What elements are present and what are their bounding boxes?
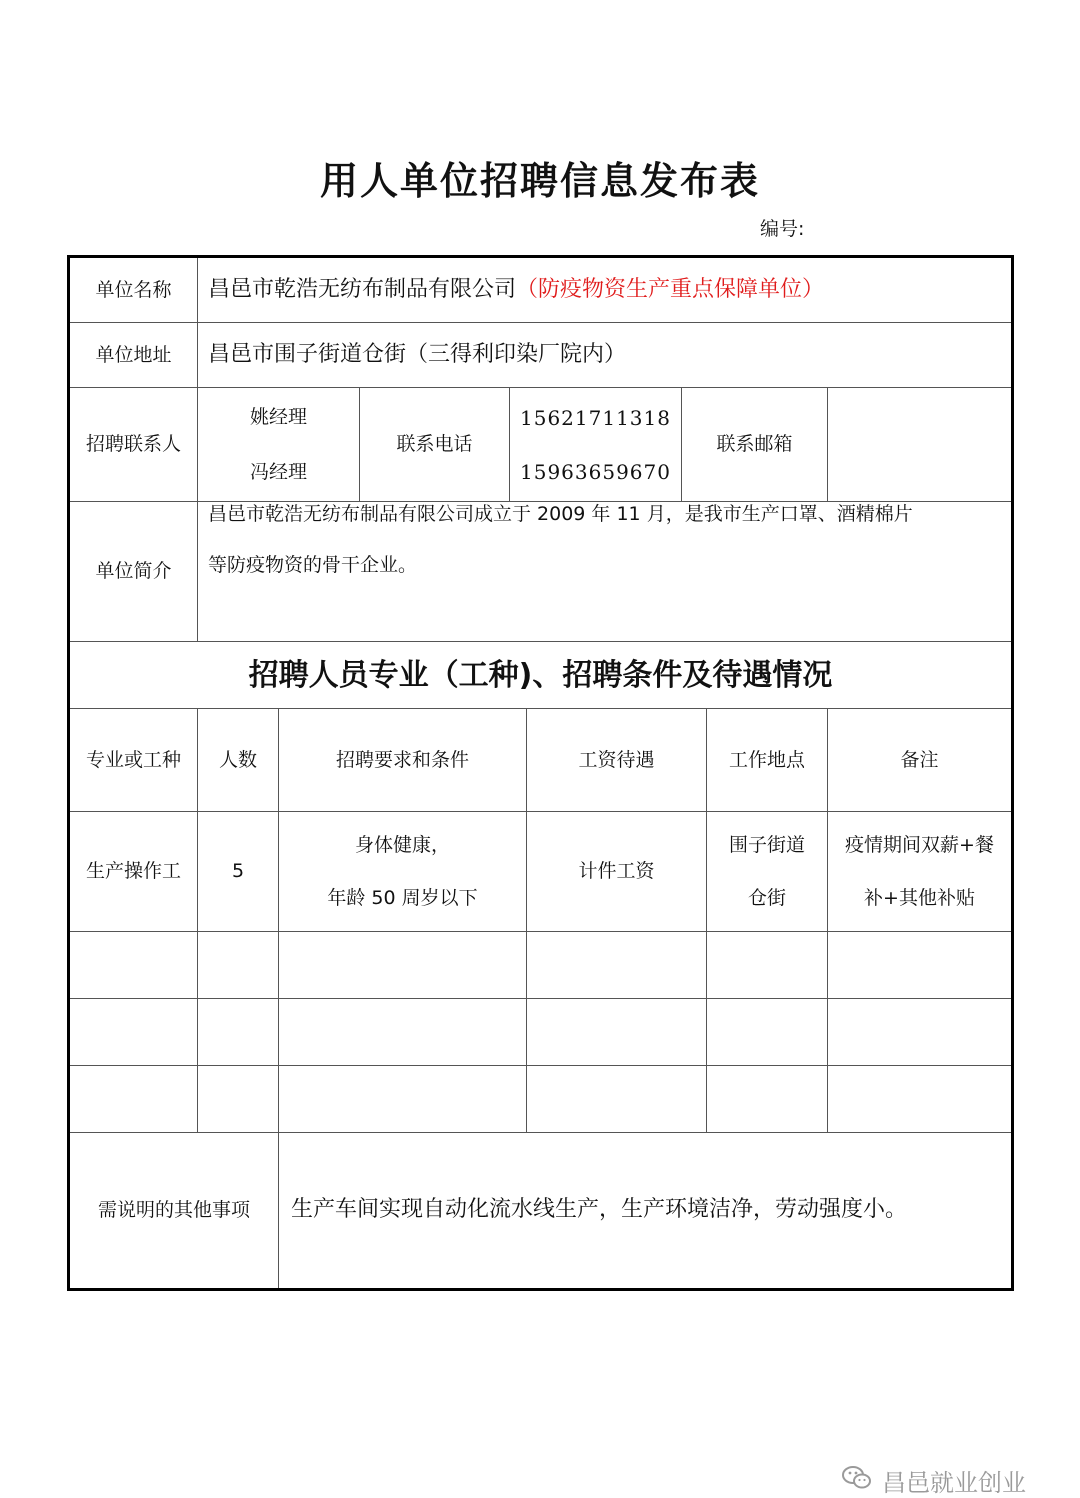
job-location <box>707 812 827 931</box>
page-title: 用人单位招聘信息发布表 <box>319 159 760 203</box>
header-location: 工作地点 <box>728 748 805 771</box>
unit-intro-line-1: 昌邑市乾浩无纺布制品有限公司成立于 2009 年 11 月，是我市生产口罩、酒精棉片 <box>208 503 913 525</box>
contact-person-2: 冯经理 <box>249 460 307 483</box>
other-notes-value: 生产车间实现自动化流水线生产，生产环境洁净，劳动强度小。 <box>291 1197 908 1223</box>
section-title: 招聘人员专业（工种)、招聘条件及待遇情况 <box>248 657 833 693</box>
contact-person-1: 姚经理 <box>249 405 307 428</box>
serial-number-label: 编号: <box>760 218 805 240</box>
email-label: 联系邮箱 <box>716 433 793 456</box>
unit-intro-line-2: 等防疫物资的骨干企业。 <box>208 553 418 576</box>
unit-name-value <box>198 258 1011 322</box>
phone-number-1: 15621711318 <box>520 405 671 430</box>
unit-name-note: （防疫物资生产重点保障单位） <box>516 276 825 302</box>
recruitment-form <box>67 255 1014 1291</box>
watermark-text: 昌邑就业创业 <box>882 1469 1026 1497</box>
unit-address-label: 单位地址 <box>95 343 172 366</box>
unit-name-text: 昌邑市乾浩无纺布制品有限公司 <box>208 276 517 302</box>
phone-label: 联系电话 <box>396 433 473 456</box>
job-count: 5 <box>231 860 245 883</box>
job-remarks-line-1: 疫情期间双薪+餐 <box>845 833 994 856</box>
unit-address-value: 昌邑市围子街道仓街（三得利印染厂院内） <box>208 341 627 367</box>
unit-intro-value <box>198 502 1011 641</box>
header-count: 人数 <box>218 748 257 771</box>
other-notes-label: 需说明的其他事项 <box>97 1199 250 1222</box>
unit-intro-label: 单位简介 <box>95 560 172 583</box>
contact-person-label: 招聘联系人 <box>85 433 181 456</box>
job-salary: 计件工资 <box>578 860 655 883</box>
unit-name-label: 单位名称 <box>95 278 172 301</box>
job-location-line-1: 围子街道 <box>728 833 805 856</box>
header-requirements: 招聘要求和条件 <box>335 748 469 771</box>
watermark <box>842 1463 1026 1498</box>
job-requirement-line-1: 身体健康， <box>354 833 450 856</box>
job-remarks <box>828 812 1011 931</box>
header-remarks: 备注 <box>900 748 939 771</box>
phone-number-2: 15963659670 <box>520 459 671 484</box>
job-requirement-line-2: 年龄 50 周岁以下 <box>327 886 478 909</box>
phone-list <box>510 388 681 501</box>
job-position: 生产操作工 <box>85 860 181 883</box>
email-value <box>828 388 1011 501</box>
job-remarks-line-2: 补+其他补贴 <box>864 886 975 909</box>
contact-person-list <box>198 388 359 501</box>
header-salary: 工资待遇 <box>578 748 655 771</box>
job-location-line-2: 仓街 <box>747 886 786 909</box>
header-position: 专业或工种 <box>85 748 181 771</box>
job-requirements <box>279 812 526 931</box>
